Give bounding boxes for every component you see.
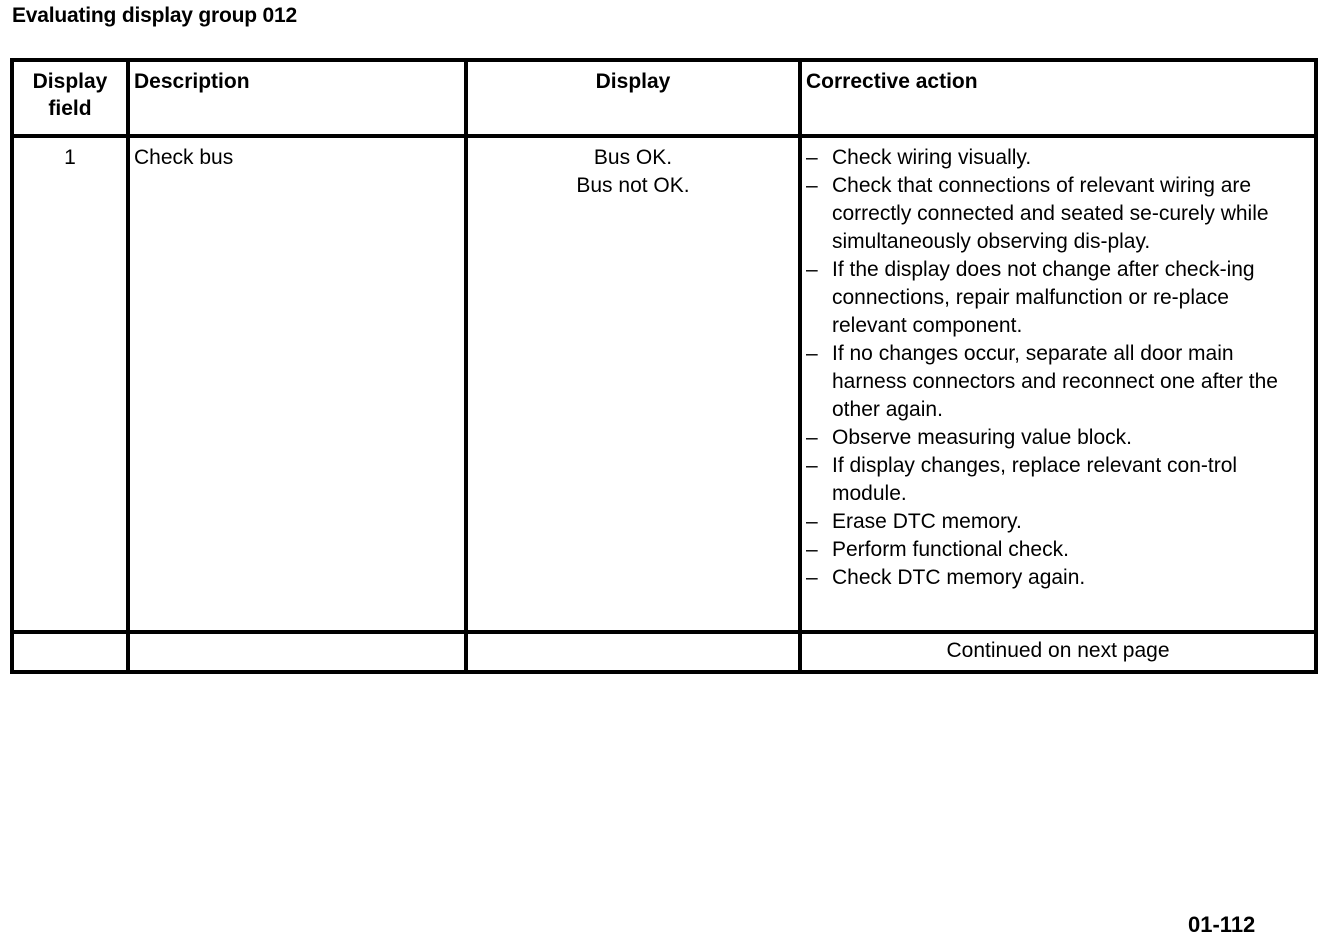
corrective-action-text: Check wiring visually. [832, 146, 1032, 169]
footer-empty-cell [12, 632, 128, 672]
dash-bullet: – [806, 454, 818, 477]
display-value-not-ok: Bus not OK. [576, 174, 690, 197]
footer-empty-cell [128, 632, 466, 672]
dash-bullet: – [806, 258, 818, 281]
corrective-action-text: If no changes occur, separate all door main harness connectors and reconnect one after the other again. [832, 342, 1278, 421]
table-footer-row [12, 632, 1316, 672]
header-description: Description [128, 60, 466, 136]
dash-bullet: – [806, 538, 818, 561]
page-title: Evaluating display group 012 [12, 4, 297, 27]
corrective-action-text: Erase DTC memory. [832, 510, 1022, 533]
dash-bullet: – [806, 566, 818, 589]
dash-bullet: – [806, 342, 818, 365]
corrective-action-text: If the display does not change after check-ing connections, repair malfunction or re-place relevant component. [832, 258, 1255, 337]
header-display-field-line2: field [48, 97, 92, 120]
corrective-action-item [804, 424, 1306, 452]
display-value-ok: Bus OK. [593, 146, 673, 169]
header-display: Display [466, 60, 800, 136]
page-number: 01-112 [1188, 912, 1256, 937]
corrective-action-item [804, 452, 1306, 508]
corrective-action-item [804, 144, 1306, 172]
continued-note: Continued on next page [800, 632, 1316, 672]
dash-bullet: – [806, 146, 818, 169]
corrective-action-item [804, 536, 1306, 564]
corrective-action-item [804, 564, 1306, 592]
header-corrective-action: Corrective action [800, 60, 1316, 136]
corrective-action-text: If display changes, replace relevant con-trol module. [832, 454, 1238, 505]
table-row [12, 136, 1316, 632]
corrective-action-text: Perform functional check. [832, 538, 1069, 561]
corrective-action-item [804, 340, 1306, 424]
footer-empty-cell [466, 632, 800, 672]
cell-description: Check bus [128, 136, 466, 632]
corrective-action-text: Check DTC memory again. [832, 566, 1086, 589]
cell-display-field: 1 [12, 136, 128, 632]
cell-corrective-action [800, 136, 1316, 632]
corrective-action-item [804, 172, 1306, 256]
table-header-row [12, 60, 1316, 136]
corrective-action-item [804, 256, 1306, 340]
dash-bullet: – [806, 426, 818, 449]
header-display-field [12, 60, 128, 136]
corrective-action-text: Observe measuring value block. [832, 426, 1132, 449]
corrective-action-item [804, 508, 1306, 536]
dash-bullet: – [806, 510, 818, 533]
display-group-table [10, 58, 1318, 674]
dash-bullet: – [806, 174, 818, 197]
corrective-action-list [802, 144, 1314, 592]
corrective-action-text: Check that connections of relevant wiring are correctly connected and seated se-curely while simultaneously observing dis-play. [832, 174, 1269, 253]
cell-display [466, 136, 800, 632]
header-display-field-line1: Display [32, 70, 108, 93]
